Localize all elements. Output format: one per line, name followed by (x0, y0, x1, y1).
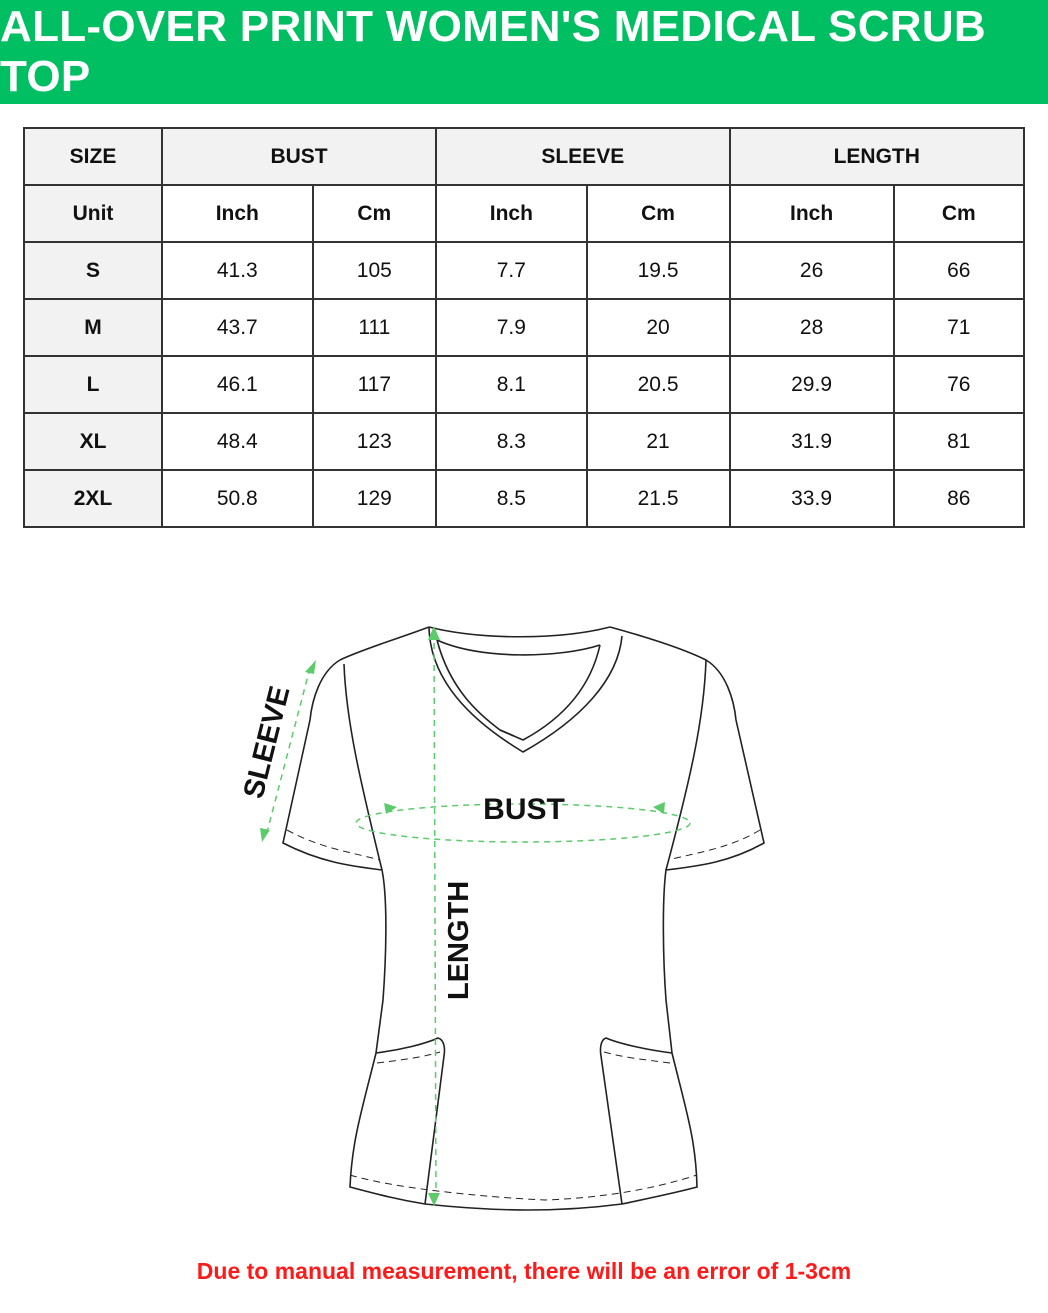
value-cell: 43.7 (162, 299, 313, 356)
value-cell: 21.5 (587, 470, 730, 527)
header-size: SIZE (24, 128, 162, 185)
value-cell: 20.5 (587, 356, 730, 413)
unit-cell: Inch (436, 185, 587, 242)
unit-cell: Inch (162, 185, 313, 242)
value-cell: 48.4 (162, 413, 313, 470)
value-cell: 66 (894, 242, 1024, 299)
value-cell: 8.5 (436, 470, 587, 527)
value-cell: 8.3 (436, 413, 587, 470)
size-cell: 2XL (24, 470, 162, 527)
value-cell: 28 (730, 299, 894, 356)
arrow-icon (384, 803, 397, 814)
value-cell: 7.7 (436, 242, 587, 299)
arrow-icon (260, 828, 270, 842)
shirt-outline (283, 627, 764, 1210)
unit-cell: Inch (730, 185, 894, 242)
unit-cell: Cm (313, 185, 436, 242)
header-bust: BUST (162, 128, 436, 185)
value-cell: 123 (313, 413, 436, 470)
value-cell: 31.9 (730, 413, 894, 470)
value-cell: 111 (313, 299, 436, 356)
unit-cell: Cm (587, 185, 730, 242)
size-cell: S (24, 242, 162, 299)
value-cell: 19.5 (587, 242, 730, 299)
value-cell: 8.1 (436, 356, 587, 413)
value-cell: 50.8 (162, 470, 313, 527)
arrow-icon (305, 660, 316, 674)
measurement-note: Due to manual measurement, there will be an error of 1-3cm (196, 1258, 852, 1284)
value-cell: 21 (587, 413, 730, 470)
header-sleeve: SLEEVE (436, 128, 729, 185)
value-cell: 86 (894, 470, 1024, 527)
measure-lines (266, 632, 690, 1198)
value-cell: 26 (730, 242, 894, 299)
length-measure-line (434, 632, 436, 1198)
size-cell: L (24, 356, 162, 413)
value-cell: 129 (313, 470, 436, 527)
page-title: ALL-OVER PRINT WOMEN'S MEDICAL SCRUB TOP (0, 2, 986, 101)
value-cell: 29.9 (730, 356, 894, 413)
value-cell: 117 (313, 356, 436, 413)
stitch-lines (287, 830, 760, 1200)
header-length: LENGTH (730, 128, 1024, 185)
arrow-icon (653, 802, 665, 814)
value-cell: 33.9 (730, 470, 894, 527)
size-cell: XL (24, 413, 162, 470)
value-cell: 41.3 (162, 242, 313, 299)
value-cell: 81 (894, 413, 1024, 470)
unit-cell: Cm (894, 185, 1024, 242)
value-cell: 46.1 (162, 356, 313, 413)
value-cell: 76 (894, 356, 1024, 413)
length-label: LENGTH (443, 880, 475, 1000)
size-cell: M (24, 299, 162, 356)
sleeve-label: SLEEVE (237, 682, 297, 802)
value-cell: 71 (894, 299, 1024, 356)
value-cell: 7.9 (436, 299, 587, 356)
value-cell: 20 (587, 299, 730, 356)
unit-label: Unit (24, 185, 162, 242)
bust-label: BUST (483, 793, 565, 826)
value-cell: 105 (313, 242, 436, 299)
